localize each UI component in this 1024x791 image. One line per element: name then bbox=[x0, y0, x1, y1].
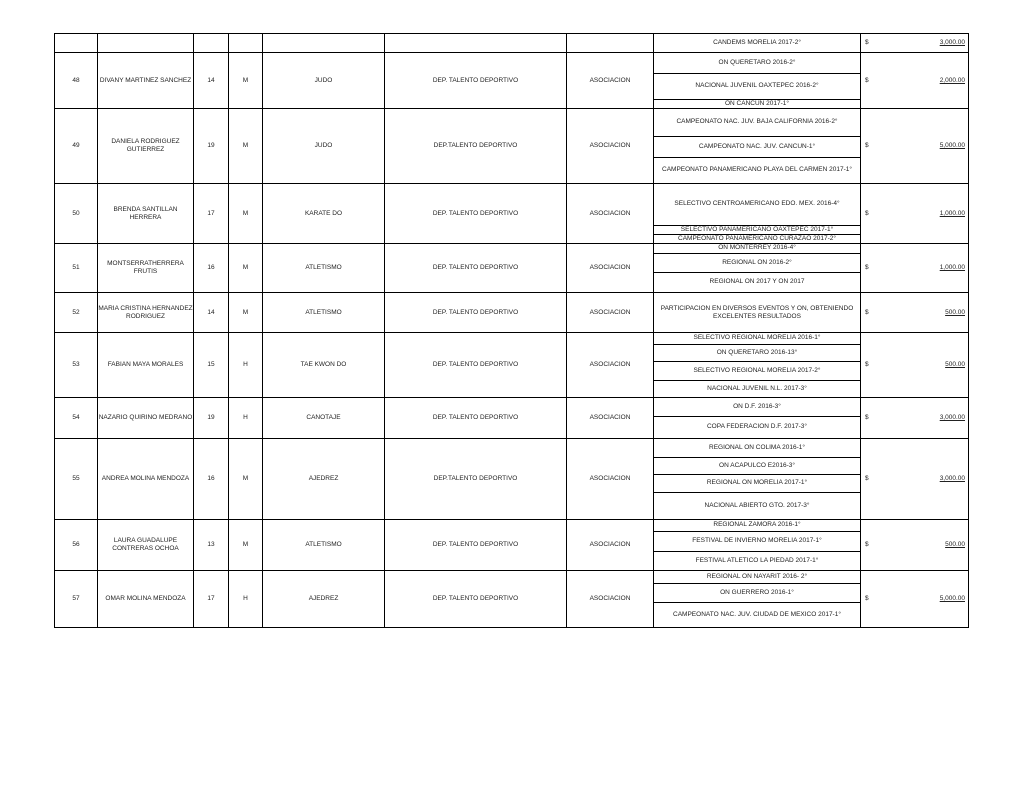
event-item: REGIONAL ON 2017 Y ON 2017 bbox=[709, 278, 805, 286]
athlete-department: DEP. TALENTO DEPORTIVO bbox=[385, 398, 567, 439]
event-item: FESTIVAL ATLETICO LA PIEDAD 2017-1° bbox=[695, 556, 819, 564]
athlete-department: DEP. TALENTO DEPORTIVO bbox=[385, 293, 567, 333]
athlete-type: ASOCIACION bbox=[567, 109, 654, 184]
athlete-name: MARIA CRISTINA HERNANDEZ RODRIGUEZ bbox=[98, 293, 194, 333]
amount-value: 5,000.00 bbox=[939, 142, 965, 149]
table-row bbox=[55, 293, 969, 333]
amount-cell bbox=[861, 53, 969, 109]
amount-cell bbox=[861, 333, 969, 398]
amount-value: 500.00 bbox=[945, 308, 965, 316]
currency-symbol: $ bbox=[865, 264, 869, 271]
athlete-type bbox=[567, 34, 654, 53]
athlete-age: 19 bbox=[194, 109, 229, 184]
event-item: NACIONAL JUVENIL OAXTEPEC 2016-2° bbox=[654, 73, 860, 99]
athlete-sport: JUDO bbox=[263, 109, 385, 184]
amount-cell bbox=[861, 109, 969, 184]
event-item: ON D.F. 2016-3° bbox=[654, 398, 860, 416]
athlete-type: ASOCIACION bbox=[567, 398, 654, 439]
table-row bbox=[55, 520, 969, 571]
row-number: 57 bbox=[55, 571, 98, 628]
athlete-sex: H bbox=[229, 571, 263, 628]
event-item: ON QUERETARO 2016-13° bbox=[654, 344, 860, 361]
athlete-department: DEP. TALENTO DEPORTIVO bbox=[385, 333, 567, 398]
table-row bbox=[55, 109, 969, 184]
event-item: SELECTIVO REGIONAL MORELIA 2017-2° bbox=[654, 361, 860, 380]
amount-cell bbox=[861, 34, 969, 53]
currency-symbol: $ bbox=[865, 361, 869, 368]
amount-cell bbox=[861, 293, 969, 333]
athlete-sport bbox=[263, 34, 385, 53]
athlete-name: OMAR MOLINA MENDOZA bbox=[98, 571, 194, 628]
athlete-sex: M bbox=[229, 109, 263, 184]
event-item: CAMPEONATO NAC. JUV. CANCUN-1° bbox=[654, 136, 860, 157]
table-row bbox=[55, 439, 969, 520]
events-cell bbox=[654, 244, 861, 293]
athlete-age: 16 bbox=[194, 439, 229, 520]
athlete-age: 17 bbox=[194, 571, 229, 628]
athlete-age: 13 bbox=[194, 520, 229, 571]
athlete-age: 15 bbox=[194, 333, 229, 398]
athlete-name: MONTSERRATHERRERA FRUTIS bbox=[98, 244, 194, 293]
athlete-sex bbox=[229, 34, 263, 53]
currency-symbol: $ bbox=[865, 414, 869, 421]
athlete-name: DANIELA RODRIGUEZ GUTIERREZ bbox=[98, 109, 194, 184]
athlete-sport: KARATE DO bbox=[263, 184, 385, 244]
event-item: CAMPEONATO PANAMERICANO PLAYA DEL CARMEN 2017-1° bbox=[662, 166, 852, 174]
amount-value: 3,000.00 bbox=[939, 414, 965, 421]
athlete-sex: M bbox=[229, 293, 263, 333]
athlete-department bbox=[385, 34, 567, 53]
athlete-age: 17 bbox=[194, 184, 229, 244]
event-item: ON QUERETARO 2016-2° bbox=[654, 53, 860, 73]
athlete-sex: M bbox=[229, 520, 263, 571]
amount-value: 500.00 bbox=[945, 361, 965, 368]
athlete-department: DEP.TALENTO DEPORTIVO bbox=[385, 439, 567, 520]
event-item: SELECTIVO REGIONAL MORELIA 2016-1° bbox=[654, 333, 860, 344]
athlete-department: DEP. TALENTO DEPORTIVO bbox=[385, 244, 567, 293]
row-number: 48 bbox=[55, 53, 98, 109]
events-cell bbox=[654, 439, 861, 520]
athlete-sport: CANOTAJE bbox=[263, 398, 385, 439]
event-item: CANDEMS MORELIA 2017-2° bbox=[713, 39, 801, 46]
event-item: FESTIVAL DE INVIERNO MORELIA 2017-1° bbox=[654, 531, 860, 551]
athlete-sport: JUDO bbox=[263, 53, 385, 109]
athlete-department: DEP. TALENTO DEPORTIVO bbox=[385, 571, 567, 628]
event-item: REGIONAL ON COLIMA 2016-1° bbox=[654, 439, 860, 457]
events-cell bbox=[654, 333, 861, 398]
athlete-department: DEP.TALENTO DEPORTIVO bbox=[385, 109, 567, 184]
athlete-sex: M bbox=[229, 184, 263, 244]
events-cell bbox=[654, 53, 861, 109]
events-cell bbox=[654, 571, 861, 628]
event-item: REGIONAL ON MORELIA 2017-1° bbox=[654, 474, 860, 492]
athlete-age: 14 bbox=[194, 293, 229, 333]
amount-value: 5,000.00 bbox=[939, 595, 965, 602]
row-number: 50 bbox=[55, 184, 98, 244]
event-item: SELECTIVO PANAMERICANO OAXTEPEC 2017-1° bbox=[654, 225, 860, 234]
amount-cell bbox=[861, 398, 969, 439]
row-number: 52 bbox=[55, 293, 98, 333]
athlete-name: NAZARIO QUIRINO MEDRANO bbox=[98, 398, 194, 439]
athlete-name: BRENDA SANTILLAN HERRERA bbox=[98, 184, 194, 244]
amount-value: 1,000.00 bbox=[939, 264, 965, 271]
currency-symbol: $ bbox=[865, 39, 869, 46]
athletes-table bbox=[54, 33, 969, 628]
athlete-name: LAURA GUADALUPE CONTRERAS OCHOA bbox=[98, 520, 194, 571]
athlete-sex: H bbox=[229, 333, 263, 398]
amount-cell bbox=[861, 244, 969, 293]
event-item: ON CANCUN 2017-1° bbox=[724, 99, 789, 107]
event-item: REGIONAL ON NAYARIT 2016- 2° bbox=[654, 571, 860, 583]
event-item: SELECTIVO CENTROAMERICANO EDO. MEX. 2016-4° bbox=[654, 184, 860, 225]
currency-symbol: $ bbox=[865, 76, 869, 84]
currency-symbol: $ bbox=[865, 541, 869, 548]
event-item: CAMPEONATO NAC. JUV. BAJA CALIFORNIA 2016-2° bbox=[654, 109, 860, 136]
athlete-age bbox=[194, 34, 229, 53]
athlete-type: ASOCIACION bbox=[567, 520, 654, 571]
currency-symbol: $ bbox=[865, 475, 869, 482]
athlete-type: ASOCIACION bbox=[567, 439, 654, 520]
athlete-age: 16 bbox=[194, 244, 229, 293]
amount-cell bbox=[861, 571, 969, 628]
table-row bbox=[55, 571, 969, 628]
athlete-age: 19 bbox=[194, 398, 229, 439]
amount-value: 500.00 bbox=[945, 541, 965, 548]
events-cell bbox=[654, 293, 861, 333]
athlete-sex: M bbox=[229, 244, 263, 293]
athlete-department: DEP. TALENTO DEPORTIVO bbox=[385, 184, 567, 244]
events-cell bbox=[654, 520, 861, 571]
currency-symbol: $ bbox=[865, 142, 869, 149]
athlete-sport: AJEDREZ bbox=[263, 439, 385, 520]
events-cell bbox=[654, 184, 861, 244]
athlete-sex: M bbox=[229, 439, 263, 520]
event-item: REGIONAL ON 2016-2° bbox=[654, 253, 860, 272]
athlete-type: ASOCIACION bbox=[567, 53, 654, 109]
amount-cell bbox=[861, 439, 969, 520]
amount-cell bbox=[861, 520, 969, 571]
athlete-name: FABIAN MAYA MORALES bbox=[98, 333, 194, 398]
athlete-name: ANDREA MOLINA MENDOZA bbox=[98, 439, 194, 520]
athlete-name: DIVANY MARTINEZ SANCHEZ bbox=[98, 53, 194, 109]
event-item: CAMPEONATO NAC. JUV. CIUDAD DE MEXICO 2017-1° bbox=[673, 610, 841, 618]
athlete-type: ASOCIACION bbox=[567, 244, 654, 293]
athlete-sport: ATLETISMO bbox=[263, 244, 385, 293]
amount-value: 3,000.00 bbox=[939, 475, 965, 482]
row-number: 56 bbox=[55, 520, 98, 571]
athlete-type: ASOCIACION bbox=[567, 571, 654, 628]
athlete-name bbox=[98, 34, 194, 53]
athlete-type: ASOCIACION bbox=[567, 333, 654, 398]
events-cell bbox=[654, 34, 861, 53]
row-number: 53 bbox=[55, 333, 98, 398]
table-row bbox=[55, 244, 969, 293]
athlete-sex: M bbox=[229, 53, 263, 109]
athlete-department: DEP. TALENTO DEPORTIVO bbox=[385, 520, 567, 571]
athlete-sport: ATLETISMO bbox=[263, 520, 385, 571]
athlete-sport: ATLETISMO bbox=[263, 293, 385, 333]
event-item: CAMPEONATO PANAMERICANO CURAZAO 2017-2° bbox=[678, 234, 836, 242]
event-item: ON MONTERREY 2016-4° bbox=[654, 244, 860, 253]
event-item: COPA FEDERACION D.F. 2017-3° bbox=[706, 423, 807, 431]
event-item: NACIONAL ABIERTO GTO. 2017-3° bbox=[704, 501, 810, 509]
events-cell bbox=[654, 398, 861, 439]
athlete-age: 14 bbox=[194, 53, 229, 109]
amount-value: 3,000.00 bbox=[939, 39, 965, 46]
event-item: PARTICIPACION EN DIVERSOS EVENTOS Y ON, OBTENIENDO EXCELENTES RESULTADOS bbox=[660, 304, 854, 320]
table-row bbox=[55, 53, 969, 109]
amount-value: 2,000.00 bbox=[939, 76, 965, 84]
events-cell bbox=[654, 109, 861, 184]
row-number: 51 bbox=[55, 244, 98, 293]
table-row bbox=[55, 184, 969, 244]
athlete-sport: AJEDREZ bbox=[263, 571, 385, 628]
event-item: NACIONAL JUVENIL N.L. 2017-3° bbox=[707, 384, 807, 392]
amount-cell bbox=[861, 184, 969, 244]
currency-symbol: $ bbox=[865, 595, 869, 602]
athlete-type: ASOCIACION bbox=[567, 184, 654, 244]
row-number bbox=[55, 34, 98, 53]
table-row bbox=[55, 34, 969, 53]
athlete-sex: H bbox=[229, 398, 263, 439]
athletes-table-body bbox=[55, 34, 969, 628]
table-row bbox=[55, 333, 969, 398]
row-number: 55 bbox=[55, 439, 98, 520]
row-number: 49 bbox=[55, 109, 98, 184]
table-row bbox=[55, 398, 969, 439]
athlete-sport: TAE KWON DO bbox=[263, 333, 385, 398]
event-item: ON GUERRERO 2016-1° bbox=[654, 583, 860, 602]
currency-symbol: $ bbox=[865, 308, 869, 316]
athlete-department: DEP. TALENTO DEPORTIVO bbox=[385, 53, 567, 109]
athlete-type: ASOCIACION bbox=[567, 293, 654, 333]
event-item: REGIONAL ZAMORA 2016-1° bbox=[654, 520, 860, 531]
event-item: ON ACAPULCO E2016-3° bbox=[654, 457, 860, 474]
currency-symbol: $ bbox=[865, 209, 869, 217]
row-number: 54 bbox=[55, 398, 98, 439]
amount-value: 1,000.00 bbox=[939, 209, 965, 217]
